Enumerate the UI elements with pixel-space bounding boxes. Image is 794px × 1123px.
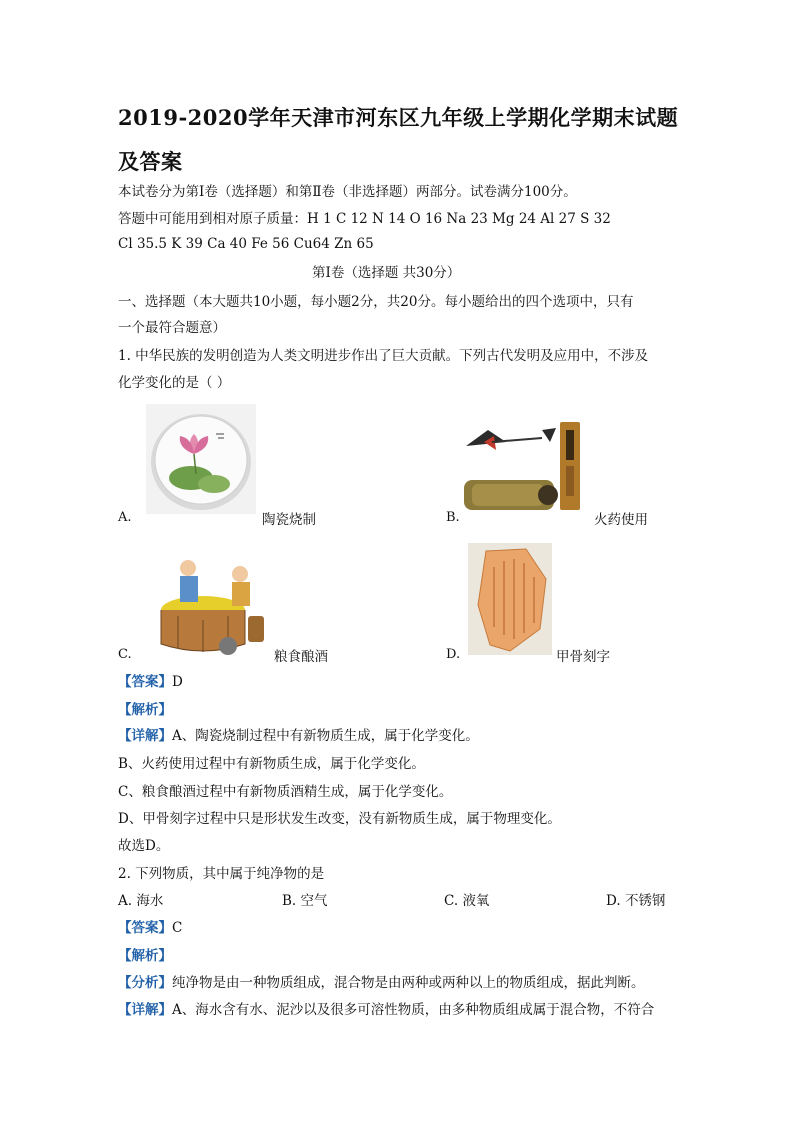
detail-tag: 【详解】 — [118, 728, 172, 744]
q1-detail-a — [118, 724, 479, 744]
q1-detail-d: D、甲骨刻字过程中只是形状发生改变，没有新物质生成，属于物理变化。 — [118, 811, 561, 827]
q2-option-d-label: D. — [606, 893, 621, 909]
q1-stem-1: 1. 中华民族的发明创造为人类文明进步作出了巨大贡献。下列古代发明及应用中，不涉及 — [118, 348, 649, 364]
section-desc-2: 一个最符合题意） — [118, 320, 226, 336]
q1-option-b-caption: 火药使用 — [594, 512, 648, 528]
page-title: 2019-2020学年天津市河东区九年级上学期化学期末试题及答案 — [118, 105, 679, 174]
q2-detail-a — [118, 998, 654, 1018]
q2-option-c-label: C. — [444, 893, 459, 909]
q2-option-d — [606, 889, 665, 909]
q2-option-b — [282, 889, 328, 909]
analysis-tag: 【解析】 — [118, 702, 172, 718]
q2-option-b-text: 空气 — [300, 893, 328, 909]
q2-option-c — [444, 889, 489, 909]
answer-tag: 【答案】 — [118, 920, 172, 936]
q2-answer — [118, 916, 182, 936]
q1-option-b-label: B. — [446, 510, 460, 525]
oracle-bone-image — [468, 543, 552, 655]
q1-conclusion: 故选D。 — [118, 838, 170, 854]
q2-option-d-text: 不锈钢 — [624, 893, 666, 909]
q2-option-c-text: 液氧 — [462, 893, 490, 909]
q2-analysis-tag — [118, 944, 172, 964]
q1-answer — [118, 670, 183, 690]
q2-stem: 2. 下列物质，其中属于纯净物的是 — [118, 866, 325, 882]
answer-value: D — [172, 674, 183, 690]
q1-option-a-label: A. — [118, 510, 132, 525]
q1-analysis-tag — [118, 698, 172, 718]
q1-detail-b: B、火药使用过程中有新物质生成，属于化学变化。 — [118, 756, 425, 772]
answer-tag: 【答案】 — [118, 674, 172, 690]
fenxi-text: 纯净物是由一种物质组成，混合物是由两种或两种以上的物质组成，据此判断。 — [172, 975, 645, 991]
q1-option-c-caption: 粮食酿酒 — [274, 649, 328, 665]
q2-option-a — [118, 889, 163, 909]
detail-a-text: A、海水含有水、泥沙以及很多可溶性物质，由多种物质组成属于混合物，不符合 — [172, 1002, 655, 1018]
section-title: 第Ⅰ卷（选择题 共30分） — [312, 265, 461, 281]
fenxi-tag: 【分析】 — [118, 975, 172, 991]
q1-option-d-caption: 甲骨刻字 — [556, 649, 610, 665]
grain-brewing-image — [148, 546, 268, 656]
detail-tag: 【详解】 — [118, 1002, 172, 1018]
porcelain-plate-image — [146, 404, 256, 514]
q1-detail-c: C、粮食酿酒过程中有新物质酒精生成，属于化学变化。 — [118, 784, 453, 800]
intro-line-2: 答题中可能用到相对原子质量：H 1 C 12 N 14 O 16 Na 23 Mg 24 Al 27 S 32 — [118, 211, 611, 227]
q2-fenxi — [118, 971, 645, 991]
analysis-tag: 【解析】 — [118, 948, 172, 964]
q1-stem-2: 化学变化的是（ ） — [118, 375, 231, 391]
section-desc-1: 一、选择题（本大题共10小题，每小题2分，共20分。每小题给出的四个选项中，只有 — [118, 294, 634, 310]
answer-value: C — [172, 920, 183, 936]
q1-option-d-label: D. — [446, 647, 461, 662]
detail-a-text: A、陶瓷烧制过程中有新物质生成，属于化学变化。 — [172, 728, 479, 744]
q2-option-b-label: B. — [282, 893, 297, 909]
q2-option-a-label: A. — [118, 893, 133, 909]
gunpowder-weapon-image — [462, 416, 586, 520]
intro-line-1: 本试卷分为第Ⅰ卷（选择题）和第Ⅱ卷（非选择题）两部分。试卷满分100分。 — [118, 184, 577, 200]
q1-option-a-caption: 陶瓷烧制 — [262, 512, 316, 528]
q2-option-a-text: 海水 — [136, 893, 164, 909]
q1-option-c-label: C. — [118, 647, 132, 662]
intro-line-3: Cl 35.5 K 39 Ca 40 Fe 56 Cu64 Zn 65 — [118, 236, 374, 252]
